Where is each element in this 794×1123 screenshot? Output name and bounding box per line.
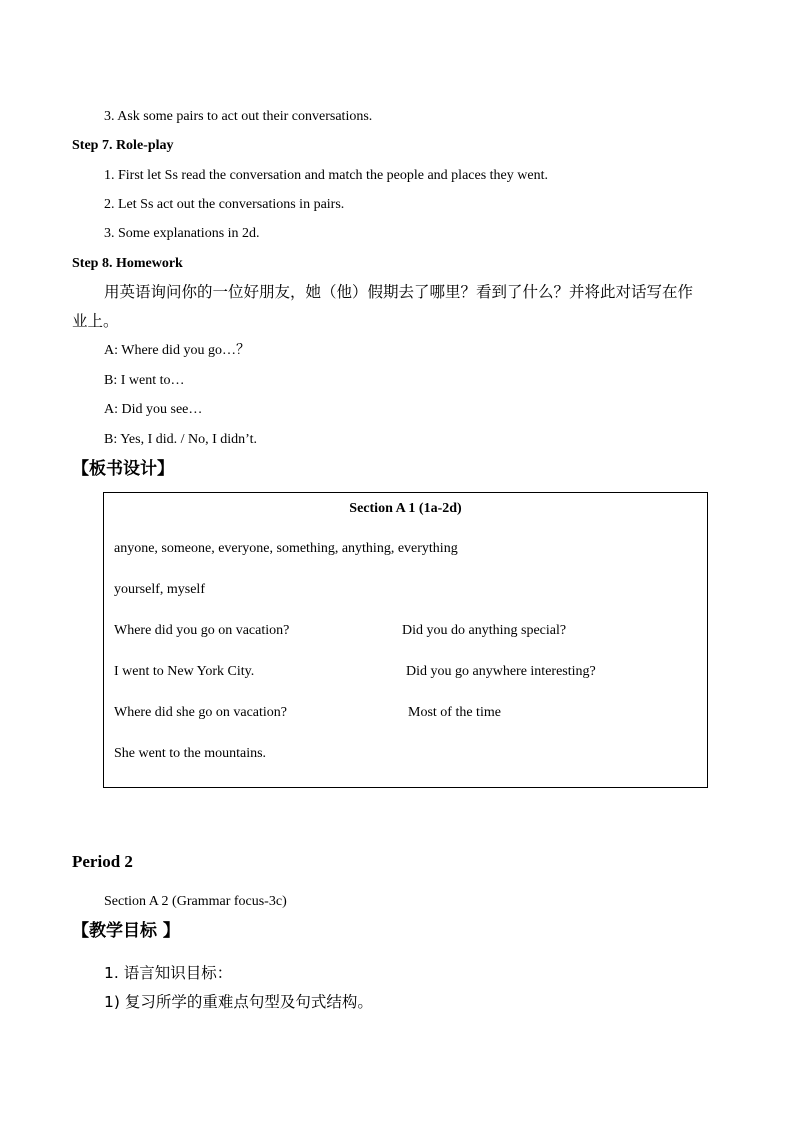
step6-item-3: 3. Ask some pairs to act out their conversations. xyxy=(104,109,373,124)
dialogue-line-1: A: Where did you go…？ xyxy=(104,343,250,358)
board-left-line-3: Where did she go on vacation? xyxy=(114,705,287,720)
board-title: Section A 1 (1a-2d) xyxy=(349,501,462,516)
board-words-line-1: anyone, someone, everyone, something, anything, everything xyxy=(114,541,458,556)
board-words-line-2: yourself, myself xyxy=(114,582,205,597)
step8-instruction-line2: 业上。 xyxy=(72,312,119,330)
step7-item-1: 1. First let Ss read the conversation and match the people and places they went. xyxy=(104,168,548,183)
board-left-line-2: I went to New York City. xyxy=(114,664,255,679)
step7-item-3: 3. Some explanations in 2d. xyxy=(104,226,260,241)
board-design-box xyxy=(103,492,708,788)
period2-section: Section A 2 (Grammar focus-3c) xyxy=(104,894,287,909)
board-right-line-2: Did you go anywhere interesting? xyxy=(406,664,596,679)
step7-item-2: 2. Let Ss act out the conversations in pairs. xyxy=(104,197,345,212)
dialogue-line-4: B: Yes, I did. / No, I didn’t. xyxy=(104,432,257,447)
board-left-line-4: She went to the mountains. xyxy=(114,746,267,761)
objective-1: 1. 语言知识目标： xyxy=(104,964,233,982)
step8-heading: Step 8. Homework xyxy=(72,256,183,271)
board-right-line-1: Did you do anything special? xyxy=(402,623,567,638)
board-design-heading: 【板书设计】 xyxy=(72,459,174,479)
objective-1-1: 1) 复习所学的重难点句型及句式结构。 xyxy=(104,993,373,1011)
step7-heading: Step 7. Role-play xyxy=(72,138,174,153)
dialogue-line-2: B: I went to… xyxy=(104,373,185,388)
step8-instruction-line1: 用英语询问你的一位好朋友，她（他）假期去了哪里？看到了什么？并将此对话写在作 xyxy=(104,283,694,301)
objectives-heading: 【教学目标 】 xyxy=(72,921,180,941)
board-right-line-3: Most of the time xyxy=(408,705,501,720)
dialogue-line-3: A: Did you see… xyxy=(104,402,203,417)
period2-heading: Period 2 xyxy=(72,852,133,871)
board-left-line-1: Where did you go on vacation? xyxy=(114,623,290,638)
